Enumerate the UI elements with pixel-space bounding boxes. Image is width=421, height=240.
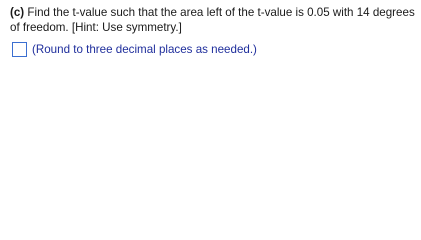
question-text [10, 5, 418, 35]
answer-row [12, 42, 257, 57]
rounding-instruction: (Round to three decimal places as needed.) [32, 43, 257, 56]
part-label: (c) [10, 6, 25, 19]
answer-input[interactable] [12, 42, 27, 57]
question-body: Find the t-value such that the area left of the t-value is 0.05 with 14 degrees of freedom. [Hint: Use symmetry.] [10, 6, 415, 34]
